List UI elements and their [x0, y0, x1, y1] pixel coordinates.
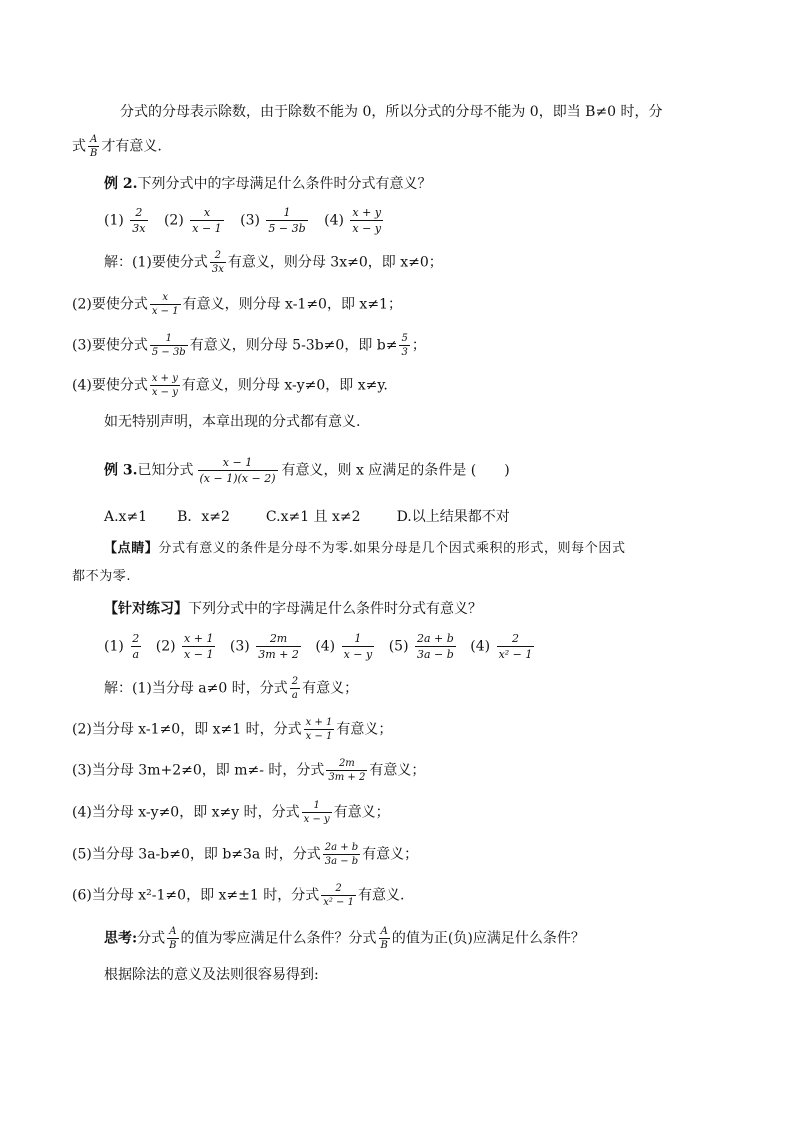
frac-num: 1 [313, 800, 320, 811]
fraction [266, 206, 307, 235]
frac-num: 2a + b [417, 632, 454, 645]
frac-den: x − 1 [184, 648, 214, 661]
example-3-label: 例 3. [104, 462, 138, 479]
frac-den: x − 1 [192, 222, 222, 235]
fraction [290, 676, 300, 701]
example-2-heading [104, 174, 432, 194]
fraction [256, 632, 301, 661]
frac-num: 2 [132, 632, 140, 645]
fraction [342, 632, 375, 661]
frac-den: 3a − b [417, 648, 454, 661]
frac-den: 3m + 2 [258, 648, 299, 661]
solution-pre: (3)要使分式 [72, 337, 148, 354]
frac-num: 2m [269, 632, 288, 645]
frac-num: 2m [338, 758, 355, 769]
fraction [167, 926, 178, 951]
solution-post: 有意义； [333, 804, 390, 821]
solution-line [72, 292, 402, 317]
frac-num: x + 1 [305, 717, 333, 728]
fraction [379, 926, 390, 951]
fraction [321, 883, 356, 908]
frac-den: x − y [352, 222, 382, 235]
fraction [497, 632, 535, 661]
frac-den: (x − 1)(x − 2) [199, 472, 276, 485]
fraction [150, 333, 188, 358]
fraction [198, 456, 278, 485]
intro-line-1 [120, 102, 663, 122]
frac-den: 3a − b [324, 856, 359, 867]
frac-den: 5 − 3b [268, 222, 306, 235]
item-index: (1) [104, 212, 124, 229]
note-text: 如无特别声明，本章出现的分式都有意义. [104, 414, 361, 430]
solution-line [104, 250, 443, 275]
intro-line-2 [72, 134, 162, 159]
item-index: (2) [155, 638, 176, 655]
frac-den: x − 1 [305, 731, 333, 742]
example-3-pre: 已知分式 [137, 462, 194, 479]
frac-num: 2 [291, 676, 299, 687]
practice-solution [72, 883, 404, 908]
think-post: 的值为正(负)应满足什么条件？ [391, 930, 585, 947]
option-b: B．x≠2 [177, 509, 230, 525]
note-line [104, 412, 360, 432]
tip-label: 【点睛】 [104, 541, 159, 556]
frac-den: 5 − 3b [151, 347, 186, 358]
item-index: (2) [163, 212, 184, 229]
frac-num: A [169, 926, 177, 937]
fraction [304, 717, 335, 742]
fraction [399, 333, 409, 358]
example-2-title: 下列分式中的字母满足什么条件时分式有意义？ [137, 176, 432, 192]
frac-den: B [90, 148, 98, 159]
option-d: D.以上结果都不对 [396, 509, 510, 525]
item-index: (4) [470, 638, 491, 655]
practice-solution [72, 842, 418, 867]
solution-line [72, 373, 388, 398]
frac-num: 2 [135, 206, 143, 219]
solution-pre: 解：(1)当分母 a≠0 时，分式 [104, 680, 288, 697]
practice-solution [72, 717, 392, 742]
frac-num: x + 1 [184, 632, 214, 645]
frac-den: B [169, 940, 177, 951]
option-a: A.x≠1 [104, 509, 148, 525]
frac-den: 3m + 2 [328, 772, 366, 783]
solution-post: 有意义； [362, 846, 419, 863]
solution-post: 有意义，则分母 x-1≠0，即 x≠1； [182, 296, 402, 313]
think-line-2 [104, 965, 319, 985]
frac-num: 5 [401, 333, 408, 344]
fraction [326, 758, 367, 783]
practice-solution [72, 758, 425, 783]
item-index: (1) [104, 638, 124, 655]
frac-num: 2 [511, 632, 519, 645]
tip-line-2 [72, 567, 131, 587]
solution-end: ； [411, 337, 426, 354]
example-3-post: 有意义，则 x 应满足的条件是 ( ) [281, 462, 510, 479]
fraction [350, 206, 383, 235]
frac-num: x [203, 206, 211, 219]
frac-num: 1 [283, 206, 291, 219]
solution-post: 有意义，则分母 x-y≠0，即 x≠y. [181, 377, 388, 394]
frac-num: 2 [335, 883, 342, 894]
frac-den: a [291, 690, 298, 701]
frac-den: x − y [343, 648, 373, 661]
intro-text: 分式的分母表示除数，由于除数不能为 0，所以分式的分母不能为 0，即当 B≠0 时，分 [120, 104, 663, 120]
fraction [190, 206, 223, 235]
practice-heading [104, 599, 482, 619]
item-index: (3) [229, 638, 250, 655]
solution-pre: (5)当分母 3a-b≠0，即 b≠3a 时，分式 [72, 846, 321, 863]
fraction [130, 206, 147, 235]
frac-den: B [380, 940, 388, 951]
intro-pre: 式 [72, 138, 86, 155]
solution-post: 有意义，则分母 5-3b≠0，即 b≠ [189, 337, 398, 354]
think-mid: 的值为零应满足什么条件？分式 [180, 930, 377, 947]
solution-line [72, 333, 426, 358]
intro-post: 才有意义. [101, 138, 162, 155]
solution-pre: (6)当分母 x²-1≠0，即 x≠±1 时，分式 [72, 887, 320, 904]
item-index: (3) [240, 212, 260, 229]
frac-num: A [380, 926, 388, 937]
frac-num: 1 [165, 333, 172, 344]
frac-den: 3x [211, 264, 224, 275]
practice-solution [72, 800, 390, 825]
practice-title: 下列分式中的字母满足什么条件时分式有意义？ [188, 601, 482, 617]
frac-den: x − y [303, 814, 330, 825]
item-index: (5) [388, 638, 409, 655]
frac-den: x − y [151, 387, 178, 398]
tip-text: 分式有意义的条件是分母不为零.如果分母是几个因式乘积的形式，则每个因式 [158, 541, 626, 556]
example-2-label: 例 2. [104, 176, 138, 192]
solution-pre: 解：(1)要使分式 [104, 254, 208, 271]
fraction [415, 632, 456, 661]
tip-text-2: 都不为零. [72, 569, 132, 584]
solution-pre: (2)要使分式 [72, 296, 148, 313]
frac-num: 1 [354, 632, 362, 645]
frac-den: x² − 1 [323, 897, 354, 908]
fraction [210, 250, 226, 275]
solution-pre: (4)当分母 x-y≠0，即 x≠y 时，分式 [72, 804, 300, 821]
think-text-2: 根据除法的意义及法则很容易得到: [104, 967, 319, 983]
fraction [323, 842, 360, 867]
item-index: (4) [324, 212, 344, 229]
fraction [182, 632, 215, 661]
fraction-a-over-b [88, 134, 99, 159]
item-index: (4) [315, 638, 336, 655]
frac-num: 2 [214, 250, 222, 261]
think-pre: 分式 [137, 930, 166, 947]
frac-num: x + y [151, 373, 178, 384]
solution-post: 有意义； [302, 680, 359, 697]
frac-den: 3x [132, 222, 146, 235]
solution-pre: (2)当分母 x-1≠0，即 x≠1 时，分式 [72, 721, 302, 738]
solution-pre: (3)当分母 3m+2≠0，即 m≠- 时，分式 [72, 762, 325, 779]
fraction [130, 632, 141, 661]
frac-num: x [162, 292, 169, 303]
frac-den: 3 [401, 347, 408, 358]
fraction [150, 292, 181, 317]
fraction [302, 800, 332, 825]
think-label: 思考: [104, 930, 138, 947]
solution-post: 有意义； [369, 762, 426, 779]
solution-pre: (4)要使分式 [72, 377, 148, 394]
tip-line-1 [104, 539, 626, 559]
frac-den: x² − 1 [498, 648, 533, 661]
example-2-items [104, 206, 385, 235]
solution-post: 有意义. [357, 887, 405, 904]
frac-num: x + y [352, 206, 382, 219]
frac-den: a [132, 648, 140, 661]
practice-label: 【针对练习】 [104, 601, 188, 617]
frac-num: A [90, 134, 98, 145]
option-c: C.x≠1 且 x≠2 [265, 509, 361, 525]
think-line [104, 926, 585, 951]
practice-items [104, 632, 536, 661]
solution-post: 有意义； [336, 721, 393, 738]
frac-num: 2a + b [324, 842, 359, 853]
fraction [150, 373, 180, 398]
frac-num: x − 1 [222, 456, 253, 469]
example-3-options [104, 507, 510, 527]
practice-solution [104, 676, 358, 701]
frac-den: x − 1 [151, 306, 179, 317]
example-3-line [104, 456, 510, 485]
solution-post: 有意义，则分母 3x≠0，即 x≠0； [227, 254, 443, 271]
